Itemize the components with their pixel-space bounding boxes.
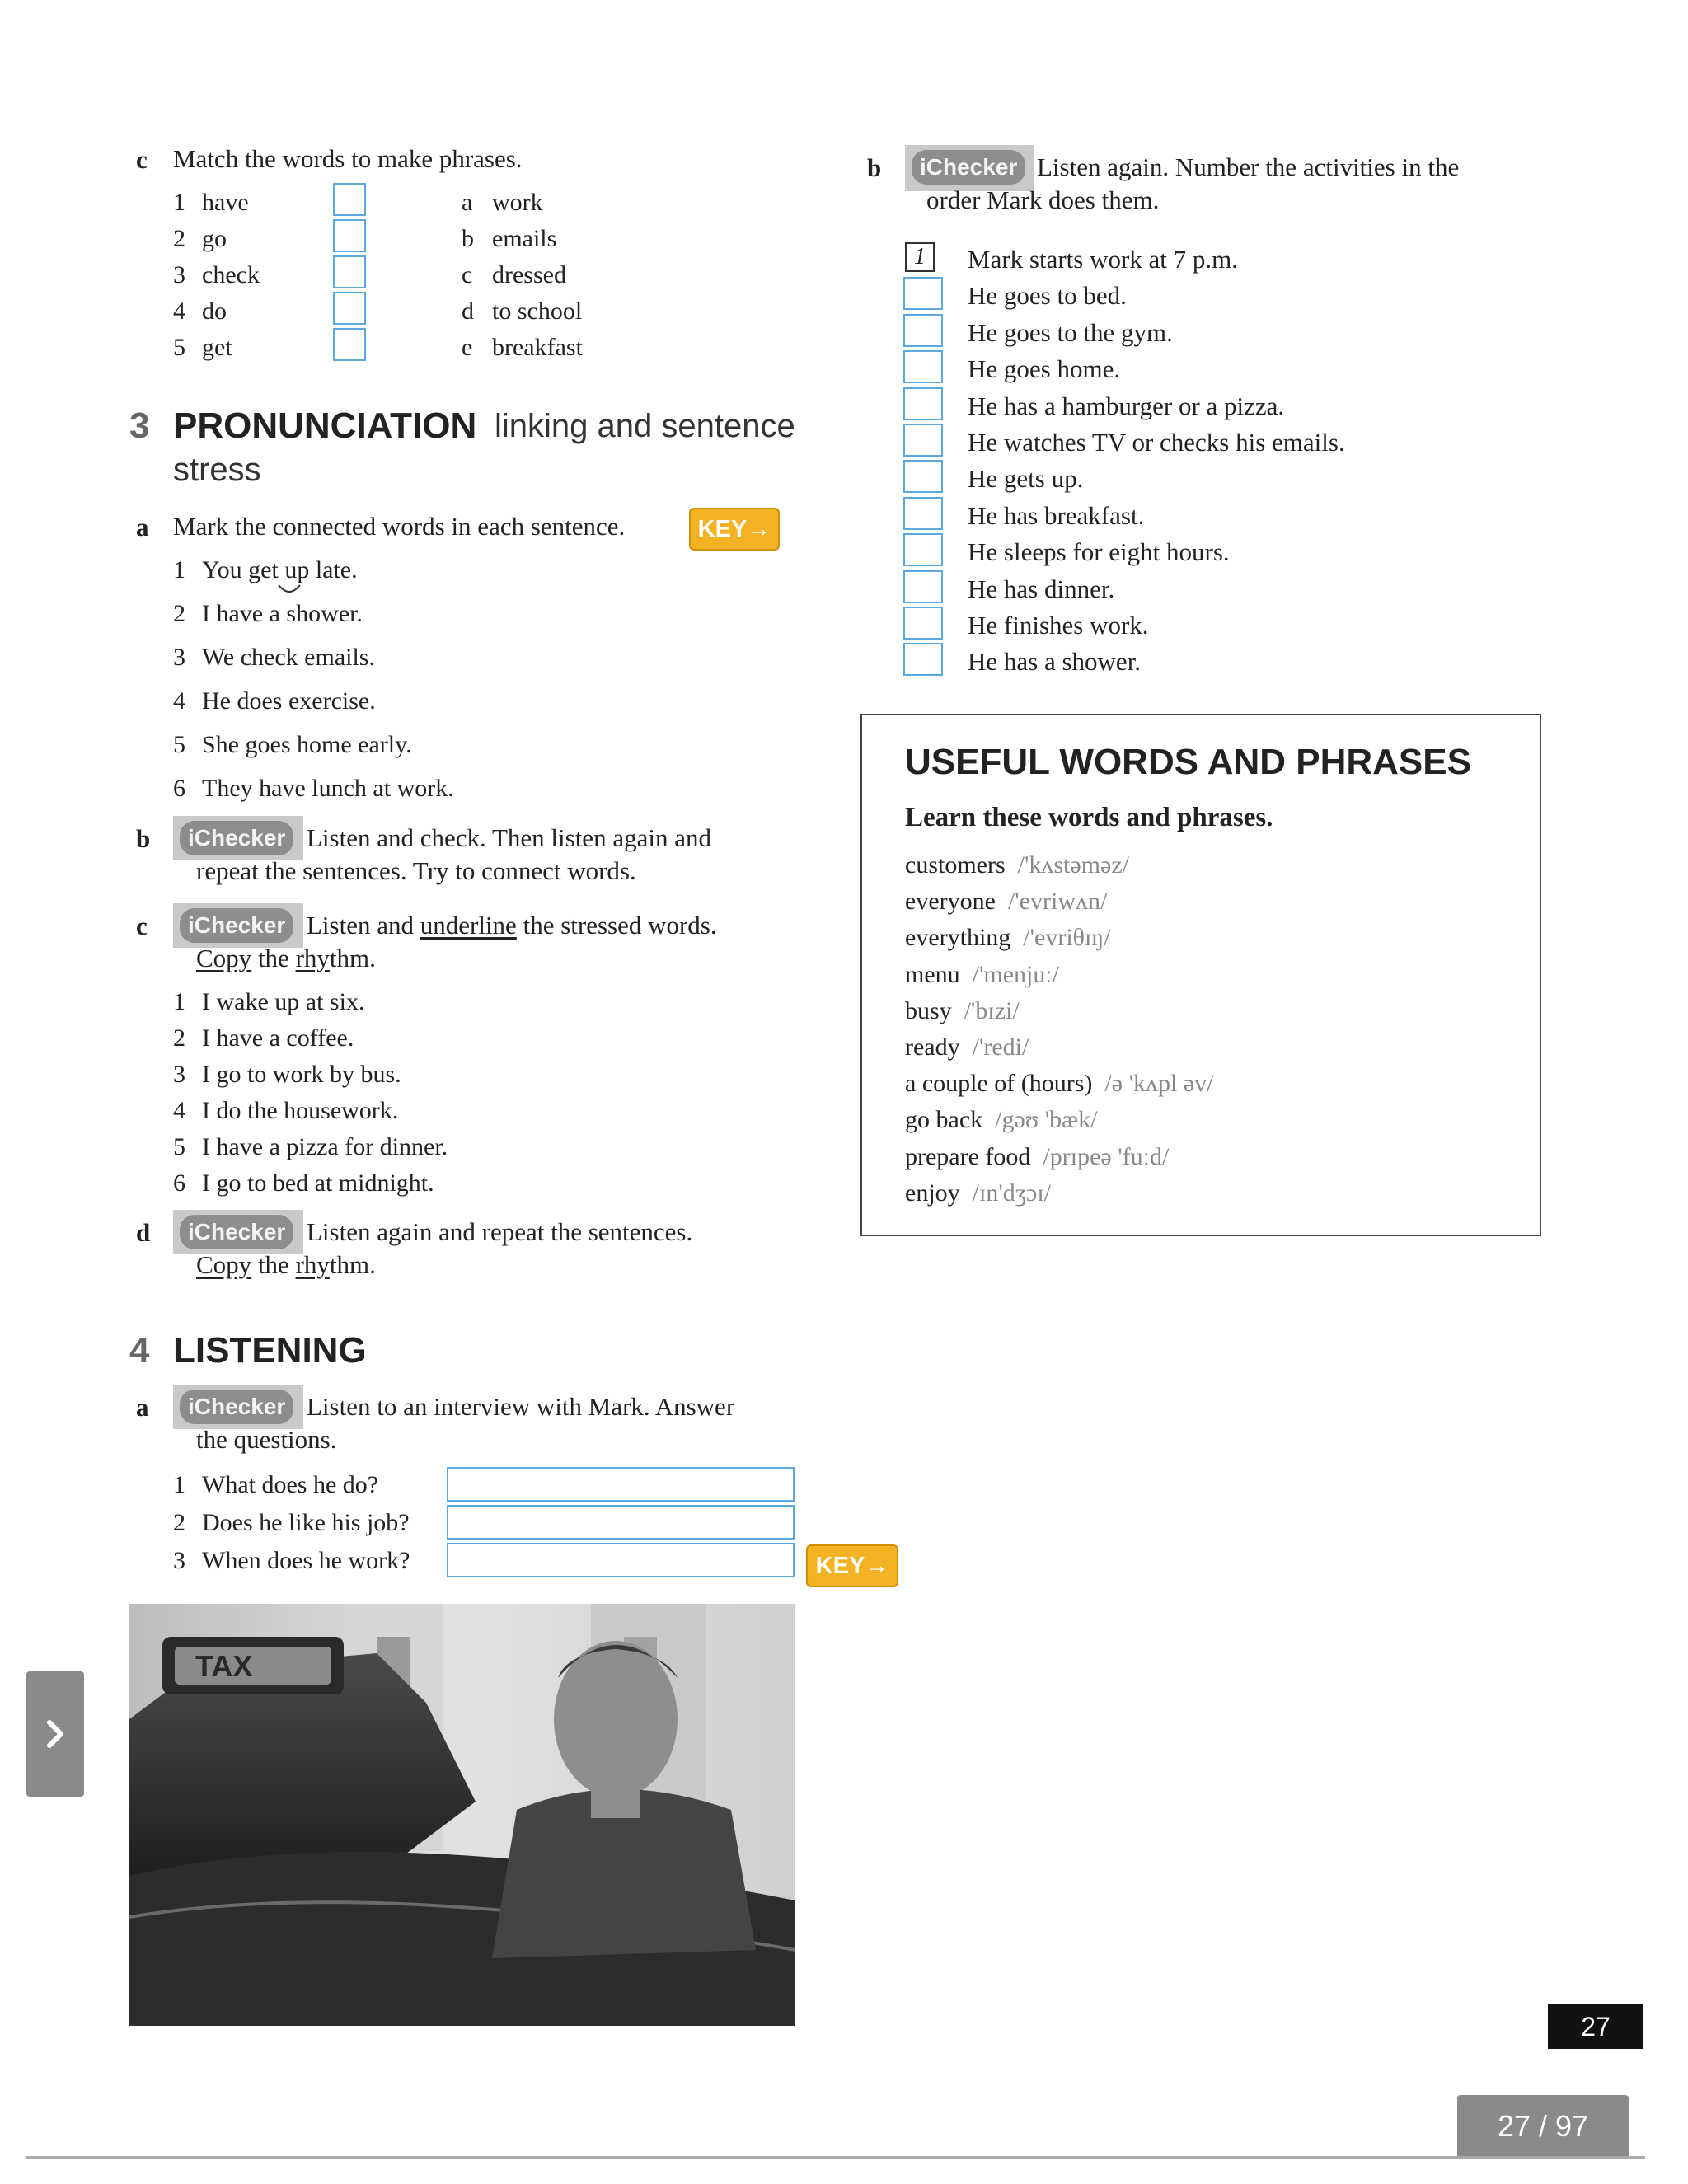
useful-word: go back bbox=[905, 1106, 983, 1134]
match-left-number: 1 bbox=[173, 189, 185, 216]
spacer bbox=[1006, 851, 1018, 879]
ichecker-button-right-b[interactable]: iChecker bbox=[912, 150, 1025, 185]
useful-word-entry bbox=[905, 1069, 1213, 1099]
order-activity-text: He finishes work. bbox=[968, 611, 1149, 640]
spacer bbox=[960, 961, 973, 988]
spacer bbox=[1030, 1143, 1043, 1170]
sentence-text: You get up late. bbox=[202, 556, 358, 583]
order-first-box: 1 bbox=[905, 242, 935, 272]
question-number: 2 bbox=[173, 1509, 185, 1536]
useful-word-entry bbox=[905, 851, 1129, 880]
useful-word-entry bbox=[905, 887, 1107, 916]
exercise-letter-c2: c bbox=[136, 912, 148, 940]
useful-word: customers bbox=[905, 851, 1006, 879]
sentence-text: He does exercise. bbox=[202, 687, 376, 715]
sentence-text: I have a shower. bbox=[202, 600, 363, 627]
order-number-box[interactable] bbox=[903, 460, 943, 493]
exercise-letter-b: b bbox=[136, 824, 151, 853]
sentence-number: 3 bbox=[173, 1061, 185, 1088]
match-left-word: have bbox=[202, 189, 249, 216]
useful-words-title: USEFUL WORDS AND PHRASES bbox=[905, 742, 1471, 782]
spacer bbox=[960, 1033, 973, 1061]
sentence-number: 2 bbox=[173, 1024, 185, 1052]
phonetic: /'menjuː/ bbox=[972, 960, 1060, 988]
order-number-box[interactable] bbox=[903, 570, 943, 603]
next-page-button[interactable] bbox=[26, 1671, 84, 1797]
exercise-letter-d: d bbox=[136, 1218, 151, 1247]
order-activity-text: He goes to bed. bbox=[968, 281, 1127, 311]
useful-word-entry bbox=[905, 1105, 1098, 1135]
useful-word: menu bbox=[905, 960, 960, 988]
order-activity-text: He has a hamburger or a pizza. bbox=[968, 391, 1285, 420]
useful-word-entry bbox=[905, 923, 1111, 953]
useful-words-subtitle: Learn these words and phrases. bbox=[905, 803, 1273, 832]
right-b-line1: Listen again. Number the activities in the bbox=[1037, 152, 1460, 181]
match-answer-box[interactable] bbox=[333, 328, 366, 361]
sentence-number: 6 bbox=[173, 1169, 185, 1197]
link-mark bbox=[277, 583, 302, 598]
match-left-number: 5 bbox=[173, 334, 185, 361]
phonetic: /'evriθɪŋ/ bbox=[1023, 924, 1111, 952]
sentence-number: 4 bbox=[173, 687, 185, 715]
phonetic: /prɪpeə 'fuːd/ bbox=[1043, 1142, 1170, 1170]
key-button-listening[interactable]: KEY→ bbox=[806, 1544, 898, 1587]
sentence-number: 3 bbox=[173, 644, 185, 671]
question-text: When does he work? bbox=[202, 1547, 410, 1574]
order-number-box[interactable] bbox=[903, 533, 943, 566]
match-answer-box[interactable] bbox=[333, 219, 366, 252]
ichecker-button-b[interactable]: iChecker bbox=[180, 821, 293, 855]
key-button-pron-a[interactable]: KEY→ bbox=[689, 508, 780, 551]
match-right-letter: a bbox=[462, 189, 473, 216]
useful-word: everyone bbox=[905, 888, 996, 916]
page-number-badge: 27 bbox=[1548, 2004, 1643, 2049]
order-number-box[interactable] bbox=[903, 387, 943, 420]
match-right-word: emails bbox=[492, 225, 557, 252]
pron-b-line1: Listen and check. Then listen again and bbox=[307, 823, 711, 852]
spacer bbox=[952, 997, 964, 1024]
sentence-number: 1 bbox=[173, 988, 185, 1015]
useful-word: ready bbox=[905, 1033, 960, 1061]
ichecker-button-c[interactable]: iChecker bbox=[180, 908, 293, 943]
match-left-number: 3 bbox=[173, 261, 185, 288]
bottom-scrollbar[interactable] bbox=[26, 2156, 1645, 2159]
match-instruction: Match the words to make phrases. bbox=[173, 144, 523, 173]
useful-word: busy bbox=[905, 996, 952, 1024]
answer-input[interactable] bbox=[447, 1467, 795, 1502]
sentence-number: 4 bbox=[173, 1097, 185, 1124]
section-number-4: 4 bbox=[129, 1330, 150, 1371]
question-number: 3 bbox=[173, 1547, 185, 1574]
sentence-number: 6 bbox=[173, 775, 185, 802]
pron-a-instruction: Mark the connected words in each sentence. bbox=[173, 512, 626, 541]
ichecker-button-d[interactable]: iChecker bbox=[180, 1215, 293, 1249]
sentence-text: I go to bed at midnight. bbox=[202, 1169, 434, 1197]
phonetic: /gəʊ 'bæk/ bbox=[995, 1106, 1098, 1134]
question-text: What does he do? bbox=[202, 1471, 379, 1498]
useful-word: enjoy bbox=[905, 1179, 960, 1207]
answer-input[interactable] bbox=[447, 1505, 795, 1540]
pron-c-line2: Copy the rhythm. bbox=[196, 944, 376, 972]
useful-word-entry bbox=[905, 1179, 1051, 1208]
section-title-listening: LISTENING bbox=[173, 1330, 367, 1371]
match-answer-box[interactable] bbox=[333, 292, 366, 325]
section-subtitle-line2: stress bbox=[173, 452, 261, 488]
ichecker-button-listening[interactable]: iChecker bbox=[180, 1390, 293, 1424]
match-right-letter: b bbox=[462, 225, 474, 252]
chevron-right-icon bbox=[26, 1671, 84, 1797]
order-number-box[interactable] bbox=[903, 424, 943, 457]
sentence-text: I wake up at six. bbox=[202, 988, 365, 1015]
sentence-number: 1 bbox=[173, 556, 185, 583]
phonetic: /ɪn'dʒɔɪ/ bbox=[972, 1179, 1052, 1207]
pron-d-line1: Listen again and repeat the sentences. bbox=[307, 1217, 693, 1246]
listening-a-line1: Listen to an interview with Mark. Answer bbox=[307, 1392, 735, 1421]
match-right-word: work bbox=[492, 189, 543, 216]
match-right-word: to school bbox=[492, 298, 583, 325]
phonetic: /'kʌstəməz/ bbox=[1017, 851, 1130, 879]
pron-c-line1: Listen and underline the stressed words. bbox=[307, 911, 717, 940]
phonetic: /ə 'kʌpl əv/ bbox=[1104, 1070, 1214, 1098]
sentence-number: 5 bbox=[173, 731, 185, 758]
question-text: Does he like his job? bbox=[202, 1509, 410, 1536]
useful-word: everything bbox=[905, 924, 1011, 952]
sentence-text: I go to work by bus. bbox=[202, 1061, 401, 1088]
match-right-word: dressed bbox=[492, 261, 566, 288]
order-number-box[interactable] bbox=[903, 643, 943, 676]
exercise-letter-b-right: b bbox=[867, 153, 882, 182]
match-right-letter: d bbox=[462, 298, 474, 325]
order-activity-text: He watches TV or checks his emails. bbox=[968, 428, 1345, 457]
order-activity-text: He sleeps for eight hours. bbox=[968, 537, 1230, 567]
useful-word-entry bbox=[905, 996, 1020, 1026]
sentence-text: I have a pizza for dinner. bbox=[202, 1133, 448, 1160]
order-activity-text: Mark starts work at 7 p.m. bbox=[968, 245, 1239, 274]
answer-input[interactable] bbox=[447, 1543, 795, 1577]
match-right-letter: e bbox=[462, 334, 473, 361]
match-left-number: 2 bbox=[173, 225, 185, 252]
spacer bbox=[1010, 924, 1023, 951]
exercise-letter-a: a bbox=[136, 513, 149, 541]
match-left-number: 4 bbox=[173, 298, 185, 325]
order-number-box[interactable] bbox=[903, 314, 943, 347]
order-activity-text: He goes home. bbox=[968, 354, 1121, 384]
sentence-number: 2 bbox=[173, 600, 185, 627]
sentence-text: I do the housework. bbox=[202, 1097, 399, 1124]
order-number-box[interactable] bbox=[903, 277, 943, 310]
sentence-text: We check emails. bbox=[202, 644, 375, 671]
pager-indicator: 27 / 97 bbox=[1457, 2095, 1629, 2158]
order-activity-text: He has breakfast. bbox=[968, 500, 1145, 530]
match-left-word: do bbox=[202, 298, 227, 325]
section-subtitle-line1: linking and sentence bbox=[495, 408, 795, 444]
order-number-box[interactable] bbox=[903, 497, 943, 530]
question-number: 1 bbox=[173, 1471, 185, 1498]
pron-b-line2: repeat the sentences. Try to connect words. bbox=[196, 856, 636, 885]
useful-word: prepare food bbox=[905, 1142, 1031, 1170]
exercise-letter-a2: a bbox=[136, 1393, 149, 1422]
sentence-number: 5 bbox=[173, 1133, 185, 1160]
right-b-line2: order Mark does them. bbox=[926, 185, 1160, 214]
phonetic: /'bɪzi/ bbox=[964, 996, 1020, 1024]
order-activity-text: He goes to the gym. bbox=[968, 317, 1173, 347]
order-activity-text: He has a shower. bbox=[968, 647, 1142, 677]
match-answer-box[interactable] bbox=[333, 183, 366, 216]
pron-d-line2: Copy the rhythm. bbox=[196, 1250, 376, 1279]
match-right-letter: c bbox=[462, 261, 473, 288]
useful-word-entry bbox=[905, 1033, 1029, 1062]
phonetic: /'redi/ bbox=[972, 1033, 1029, 1061]
section-title-pronunciation: PRONUNCIATION bbox=[173, 405, 477, 446]
spacer bbox=[996, 888, 1008, 915]
useful-word-entry bbox=[905, 1142, 1169, 1172]
spacer bbox=[1092, 1070, 1104, 1097]
spacer bbox=[960, 1179, 973, 1207]
order-activity-text: He has dinner. bbox=[968, 574, 1115, 603]
section-number-3: 3 bbox=[129, 405, 150, 446]
phonetic: /'evriwʌn/ bbox=[1007, 888, 1108, 916]
listening-a-line2: the questions. bbox=[196, 1425, 337, 1454]
taxi-sign: TAX bbox=[195, 1649, 253, 1683]
useful-word-entry bbox=[905, 960, 1059, 990]
match-right-word: breakfast bbox=[492, 334, 583, 361]
order-activity-text: He gets up. bbox=[968, 464, 1084, 494]
spacer bbox=[982, 1106, 995, 1133]
sentence-text: I have a coffee. bbox=[202, 1024, 354, 1052]
match-answer-box[interactable] bbox=[333, 255, 366, 288]
useful-word: a couple of (hours) bbox=[905, 1070, 1093, 1098]
order-number-box[interactable] bbox=[903, 350, 943, 383]
sentence-text: She goes home early. bbox=[202, 731, 412, 758]
sentence-text: They have lunch at work. bbox=[202, 775, 454, 802]
taxi-driver-photo bbox=[129, 1604, 795, 2026]
match-left-word: go bbox=[202, 225, 227, 252]
match-left-word: get bbox=[202, 334, 232, 361]
match-left-word: check bbox=[202, 261, 260, 288]
order-number-box[interactable] bbox=[903, 607, 943, 640]
exercise-letter-c: c bbox=[136, 145, 148, 174]
